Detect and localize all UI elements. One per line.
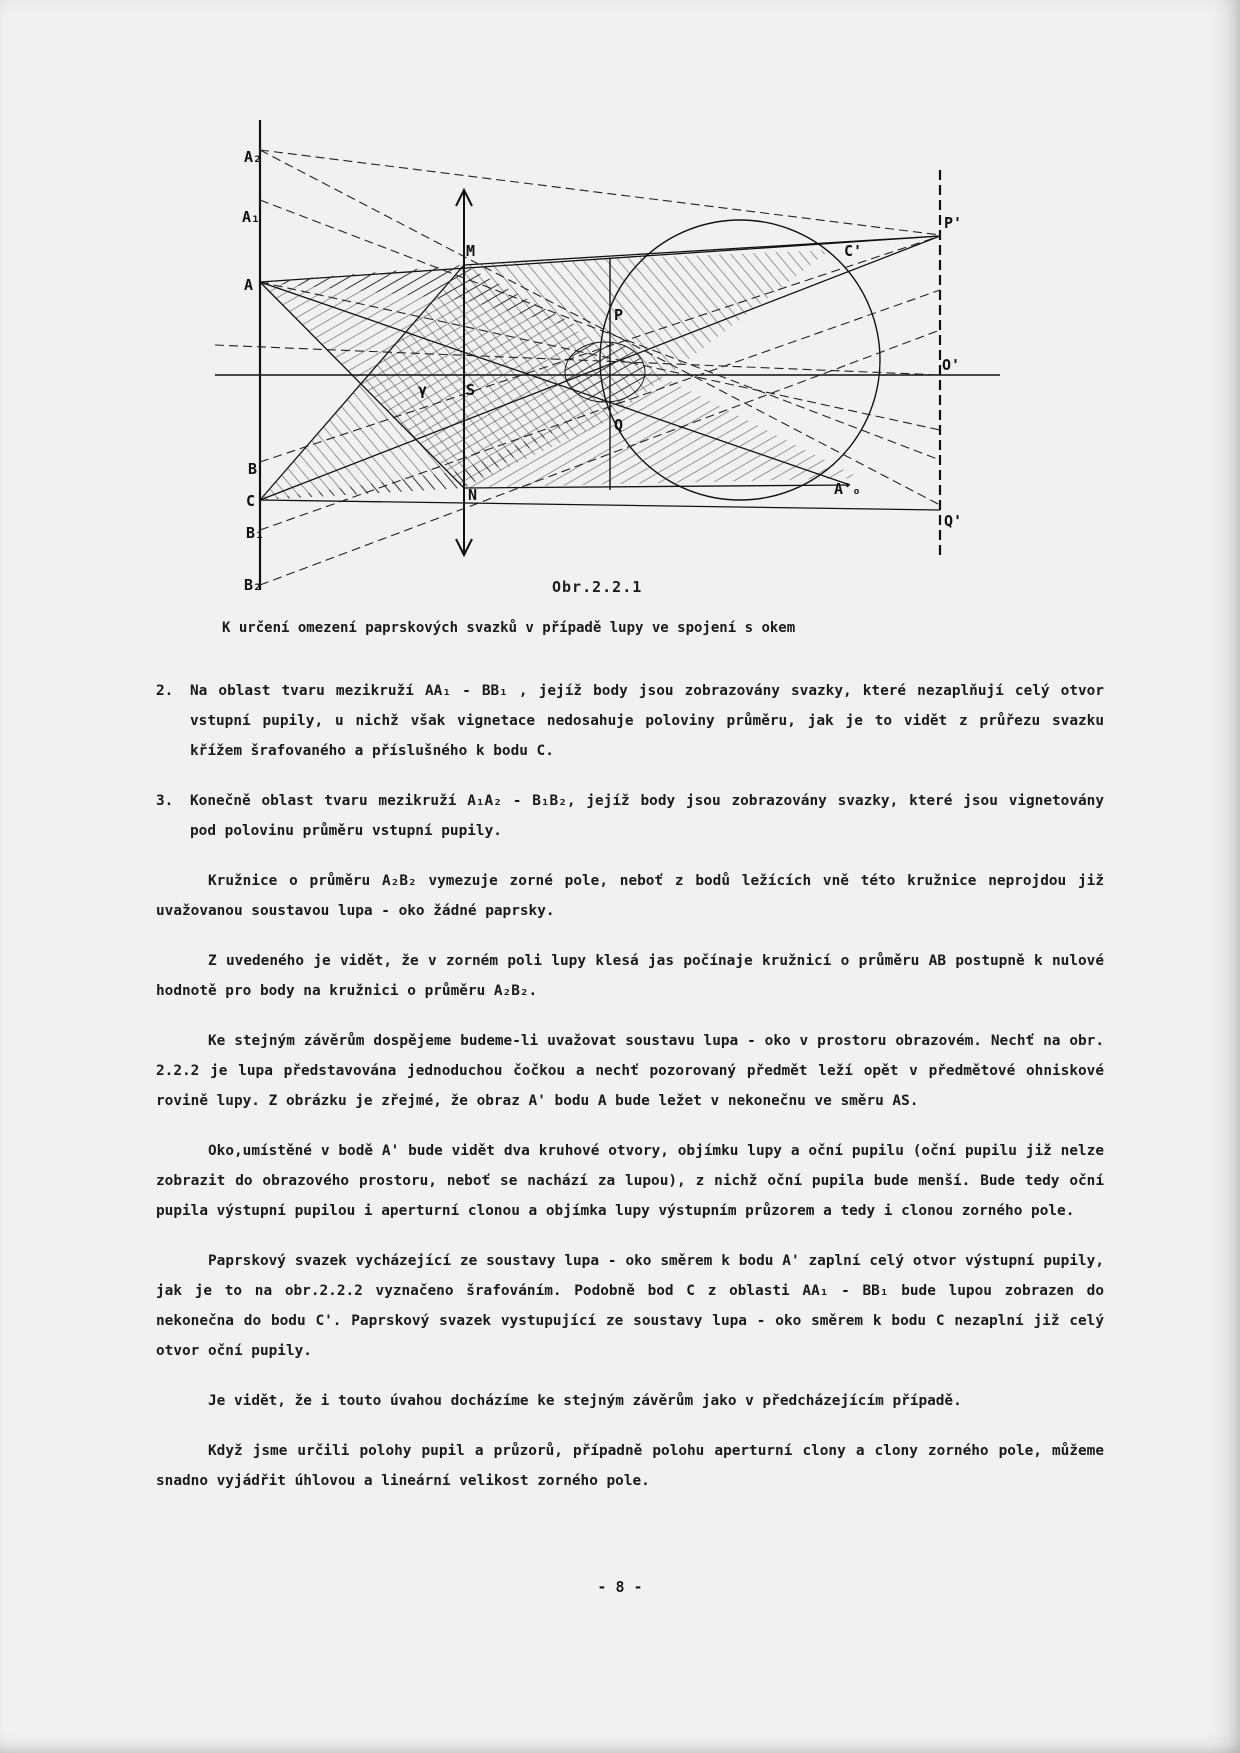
label-B2: B₂ <box>244 576 263 594</box>
body-text <box>156 676 1104 1516</box>
label-P-prime: P' <box>944 214 963 232</box>
label-B: B <box>248 460 258 478</box>
figure-number: Obr.2.2.1 <box>552 578 643 596</box>
list-item <box>156 676 1104 766</box>
list-item-number: 2. <box>156 683 174 699</box>
paragraph: Ke stejným závěrům dospějeme budeme-li uvažovat soustavu lupa - oko v prostoru obrazovém. Nechť na obr. 2.2.2 je lupa představována jednoduchou čočkou a nechť pozorovaný předmět leží opět v předmětové ohniskové rovině lupy. Z obrázku je zřejmé, že obraz A' bodu A bude ležet v nekonečnu ve směru AS. <box>156 1033 1104 1109</box>
label-S: S <box>466 381 476 399</box>
label-N: N <box>468 486 478 504</box>
list-item <box>156 786 1104 846</box>
paragraph: Je vidět, že i touto úvahou docházíme ke stejným závěrům jako v předcházejícím případě. <box>208 1393 962 1409</box>
paragraph: Když jsme určili polohy pupil a průzorů, případně polohu aperturní clony a clony zorného pole, můžeme snadno vyjádřit úhlovou a lineární velikost zorného pole. <box>156 1443 1104 1489</box>
label-B1: B₁ <box>246 524 265 542</box>
list-item-text: Konečně oblast tvaru mezikruží A₁A₂ - B₁B₂, jejíž body jsou zobrazovány svazky, které jsou vignetovány pod polovinu průměru vstupní pupily. <box>190 793 1104 839</box>
list-item-text: Na oblast tvaru mezikruží AA₁ - BB₁ , jejíž body jsou zobrazovány svazky, které nezaplňují celý otvor vstupní pupily, u nichž však vignetace nedosahuje poloviny průměru, jak je to vidět z průřezu svazku křížem šrafovaného a příslušného k bodu C. <box>190 683 1104 759</box>
list-item-number: 3. <box>156 793 174 809</box>
optics-diagram <box>0 0 1240 620</box>
label-P: P <box>614 306 624 324</box>
label-M: M <box>466 242 476 260</box>
paragraph: Z uvedeného je vidět, že v zorném poli lupy klesá jas počínaje kružnicí o průměru AB postupně k nulové hodnotě pro body na kružnici o průměru A₂B₂. <box>156 953 1104 999</box>
figure-caption: K určení omezení paprskových svazků v případě lupy ve spojení s okem <box>222 620 796 636</box>
paragraph: Paprskový svazek vycházející ze soustavy lupa - oko směrem k bodu A' zaplní celý otvor výstupní pupily, jak je to na obr.2.2.2 vyznačeno šrafováním. Podobně bod C z oblasti AA₁ - BB₁ bude lupou zobrazen do nekonečna do bodu C'. Paprskový svazek vystupující ze soustavy lupa - oko směrem k bodu C nezaplní již celý otvor oční pupily. <box>156 1253 1104 1359</box>
label-A1: A₁ <box>242 208 261 226</box>
label-A-prime: A'ₒ <box>834 480 862 498</box>
paragraph: Kružnice o průměru A₂B₂ vymezuje zorné pole, neboť z bodů ležících vně této kružnice neprojdou již uvažovanou soustavou lupa - oko žádné paprsky. <box>156 873 1104 919</box>
page-number: - 8 - <box>597 1578 643 1596</box>
label-C: C <box>246 492 256 510</box>
label-Q: Q <box>614 416 624 434</box>
label-A2: A₂ <box>244 148 263 166</box>
label-C-prime: C' <box>844 242 863 260</box>
label-A: A <box>244 276 254 294</box>
paragraph: Oko,umístěné v bodě A' bude vidět dva kruhové otvory, objímku lupy a oční pupilu (oční pupilu již nelze zobrazit do obrazového prostoru, neboť se nachází za lupou), z nichž oční pupila bude menší. Bude tedy oční pupila výstupní pupilou i aperturní clonou a objímka lupy výstupním průzorem a tedy i clonou zorného pole. <box>156 1143 1104 1219</box>
label-Q-prime: Q' <box>944 512 963 530</box>
pupil-crosshatch <box>565 342 645 402</box>
label-gamma: γ <box>418 381 428 399</box>
label-O-prime: O' <box>942 356 961 374</box>
